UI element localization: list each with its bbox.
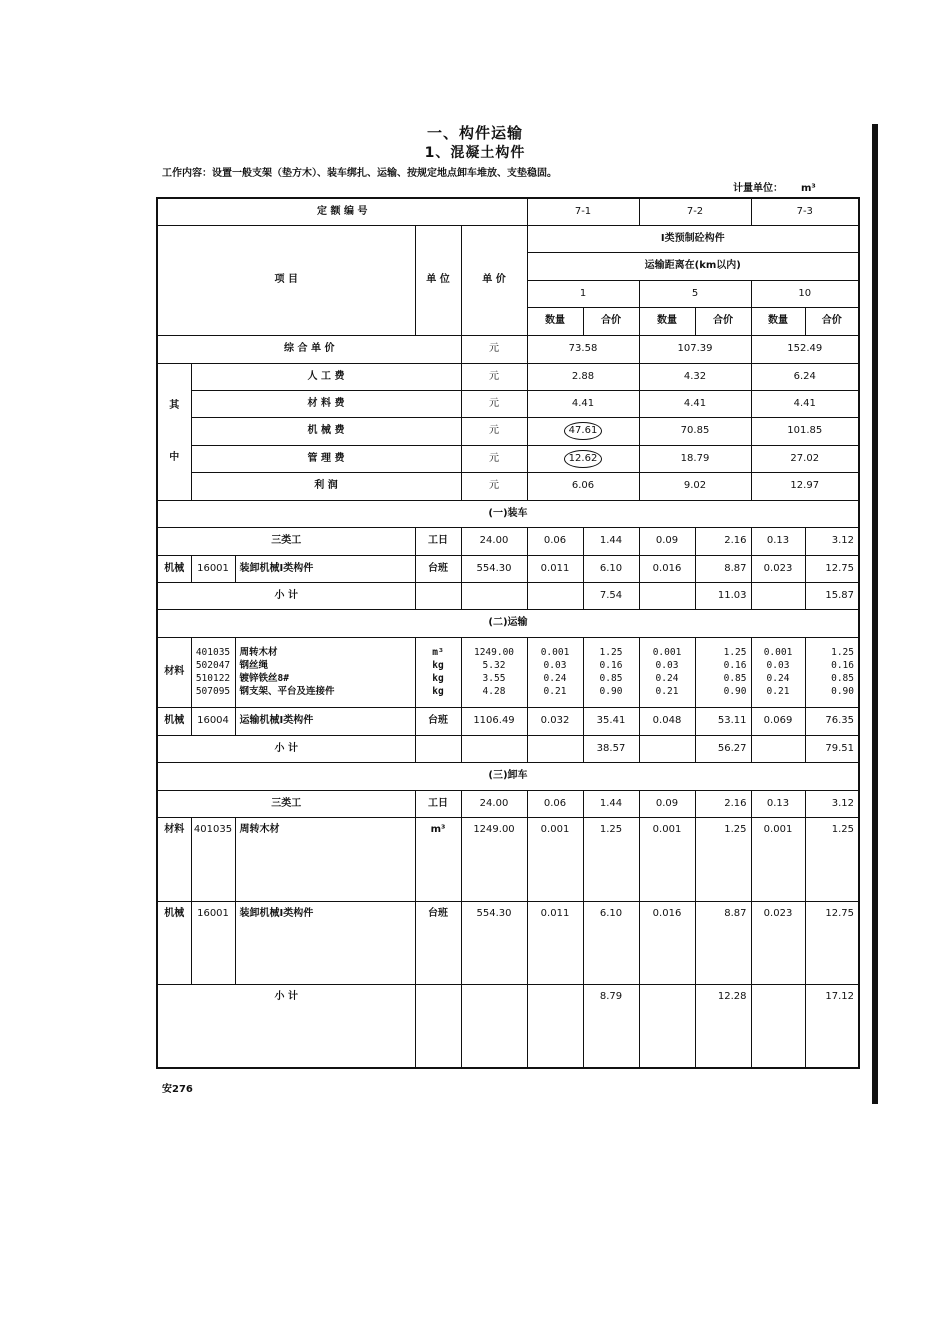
distance-3: 10 xyxy=(751,280,859,307)
subtotal-3: 17.12 xyxy=(805,984,859,1068)
qty-header: 数量 xyxy=(639,307,695,335)
work-content: 工作内容：设置一般支架（垫方木）、装车绑扎、运输、按规定地点卸车堆放、支垫稳固。 xyxy=(162,168,557,179)
qty-header: 数量 xyxy=(527,307,583,335)
measurement-unit xyxy=(733,179,816,194)
empty-cell xyxy=(639,582,695,609)
cell: 1.44 xyxy=(583,527,639,555)
subtotal-3: 15.87 xyxy=(805,582,859,609)
machine-price: 554.30 xyxy=(461,901,527,984)
empty-cell xyxy=(461,735,527,762)
profit-1: 6.06 xyxy=(527,472,639,500)
material-unit: kg xyxy=(432,686,444,697)
material-code: 401035 xyxy=(195,647,231,658)
qty-header: 数量 xyxy=(751,307,805,335)
subtotal-label: 小 计 xyxy=(157,735,415,762)
machine-price: 554.30 xyxy=(461,555,527,582)
labor-cost-label: 人 工 费 xyxy=(191,363,461,390)
material-cost-unit: 元 xyxy=(461,390,527,417)
cell: 0.011 xyxy=(527,555,583,582)
material-name: 周转木材 xyxy=(239,647,278,658)
cell: 2.16 xyxy=(695,790,751,817)
machine-cost-label: 机 械 费 xyxy=(191,417,461,445)
composite-value-3: 152.49 xyxy=(751,335,859,363)
section-unloading: (三)卸车 xyxy=(157,762,859,790)
material-cost-2: 4.41 xyxy=(639,390,751,417)
labor-unit: 工日 xyxy=(415,527,461,555)
machine-cost-2: 70.85 xyxy=(639,417,751,445)
subtotal-3: 79.51 xyxy=(805,735,859,762)
cell: 2.16 xyxy=(695,527,751,555)
material-code: 502047 xyxy=(195,660,231,671)
material-price: 1249.00 xyxy=(461,817,527,901)
cell: 0.09 xyxy=(639,790,695,817)
empty-cell xyxy=(527,984,583,1068)
cell: 35.41 xyxy=(583,707,639,735)
composite-value-2: 107.39 xyxy=(639,335,751,363)
subtotal-header: 合价 xyxy=(695,307,751,335)
material-col-1: 0.001 0.03 0.24 0.21 xyxy=(527,637,583,707)
machine-name: 运输机械Ⅰ类构件 xyxy=(235,707,415,735)
category-material: 材料 xyxy=(157,637,191,707)
profit-3: 12.97 xyxy=(751,472,859,500)
class-header: Ⅰ类预制砼构件 xyxy=(527,225,859,252)
machine-name: 装卸机械Ⅰ类构件 xyxy=(235,555,415,582)
empty-cell xyxy=(461,984,527,1068)
cell: 0.023 xyxy=(751,901,805,984)
scan-edge-bar xyxy=(872,124,878,1104)
profit-unit: 元 xyxy=(461,472,527,500)
material-prices xyxy=(461,637,527,707)
machine-unit: 台班 xyxy=(415,901,461,984)
material-name: 钢支架、平台及连接件 xyxy=(239,686,335,697)
category-material: 材料 xyxy=(157,817,191,901)
composite-label: 综 合 单 价 xyxy=(157,335,461,363)
cell: 0.048 xyxy=(639,707,695,735)
cell: 6.10 xyxy=(583,555,639,582)
profit-2: 9.02 xyxy=(639,472,751,500)
quota-code-1: 7-1 xyxy=(527,198,639,225)
material-unit: kg xyxy=(432,660,444,671)
material-unit: m³ xyxy=(432,647,444,658)
item-header: 项 目 xyxy=(157,225,415,335)
machine-cost-1 xyxy=(527,417,639,445)
management-cost-1 xyxy=(527,445,639,472)
labor-cost-2: 4.32 xyxy=(639,363,751,390)
labor-name: 三类工 xyxy=(157,790,415,817)
subtotal-label: 小 计 xyxy=(157,582,415,609)
handwritten-circle: 47.61 xyxy=(564,422,603,440)
page-number: 安276 xyxy=(162,1084,193,1095)
material-code: 510122 xyxy=(195,673,231,684)
cell: 6.10 xyxy=(583,901,639,984)
page-subtitle: 1、混凝土构件 xyxy=(424,145,526,161)
quota-table xyxy=(156,197,860,1069)
material-code: 507095 xyxy=(195,686,231,697)
empty-cell xyxy=(751,582,805,609)
cell: 0.023 xyxy=(751,555,805,582)
unit-label: 计量单位： xyxy=(733,183,783,194)
machine-name: 装卸机械Ⅰ类构件 xyxy=(235,901,415,984)
material-codes xyxy=(191,637,235,707)
cell: 12.75 xyxy=(805,901,859,984)
material-name: 周转木材 xyxy=(235,817,415,901)
empty-cell xyxy=(415,984,461,1068)
cell: 0.13 xyxy=(751,527,805,555)
material-unit: kg xyxy=(432,673,444,684)
cell: 0.032 xyxy=(527,707,583,735)
material-cost-label: 材 料 费 xyxy=(191,390,461,417)
material-col-2: 1.25 0.16 0.85 0.90 xyxy=(583,637,639,707)
machine-unit: 台班 xyxy=(415,707,461,735)
material-names xyxy=(235,637,415,707)
section-loading: (一)装车 xyxy=(157,500,859,527)
cell: 0.001 xyxy=(751,817,805,901)
material-cost-3: 4.41 xyxy=(751,390,859,417)
section-transport: (二)运输 xyxy=(157,609,859,637)
management-cost-3: 27.02 xyxy=(751,445,859,472)
material-name: 镀锌铁丝8# xyxy=(239,673,289,684)
empty-cell xyxy=(527,735,583,762)
labor-price: 24.00 xyxy=(461,790,527,817)
material-col-3: 0.001 0.03 0.24 0.21 xyxy=(639,637,695,707)
machine-price: 1106.49 xyxy=(461,707,527,735)
empty-cell xyxy=(415,582,461,609)
empty-cell xyxy=(639,984,695,1068)
profit-label: 利 润 xyxy=(191,472,461,500)
subtotal-header: 合价 xyxy=(805,307,859,335)
cell: 8.87 xyxy=(695,555,751,582)
subtotal-1: 7.54 xyxy=(583,582,639,609)
management-cost-label: 管 理 费 xyxy=(191,445,461,472)
cell: 12.75 xyxy=(805,555,859,582)
machine-unit: 台班 xyxy=(415,555,461,582)
material-cost-1: 4.41 xyxy=(527,390,639,417)
quota-code-3: 7-3 xyxy=(751,198,859,225)
material-col-4: 1.25 0.16 0.85 0.90 xyxy=(695,637,751,707)
unit-header: 单 位 xyxy=(415,225,461,335)
cell: 1.25 xyxy=(583,817,639,901)
cell: 0.069 xyxy=(751,707,805,735)
material-price: 3.55 xyxy=(482,673,506,684)
cell: 0.001 xyxy=(527,817,583,901)
empty-cell xyxy=(461,582,527,609)
labor-price: 24.00 xyxy=(461,527,527,555)
material-code: 401035 xyxy=(191,817,235,901)
labor-cost-1: 2.88 xyxy=(527,363,639,390)
labor-unit: 工日 xyxy=(415,790,461,817)
machine-code: 16001 xyxy=(191,555,235,582)
cell: 76.35 xyxy=(805,707,859,735)
empty-cell xyxy=(751,735,805,762)
machine-cost-3: 101.85 xyxy=(751,417,859,445)
empty-cell xyxy=(751,984,805,1068)
cell: 0.13 xyxy=(751,790,805,817)
empty-cell xyxy=(639,735,695,762)
category-machine: 机械 xyxy=(157,707,191,735)
subtotal-2: 12.28 xyxy=(695,984,751,1068)
material-units xyxy=(415,637,461,707)
subtotal-2: 56.27 xyxy=(695,735,751,762)
cell: 0.016 xyxy=(639,555,695,582)
distance-1: 1 xyxy=(527,280,639,307)
labor-cost-3: 6.24 xyxy=(751,363,859,390)
cell: 1.25 xyxy=(695,817,751,901)
machine-code: 16004 xyxy=(191,707,235,735)
of-which-label: 其 中 xyxy=(157,363,191,500)
cell: 0.016 xyxy=(639,901,695,984)
page-title: 一、构件运输 xyxy=(426,124,523,142)
empty-cell xyxy=(415,735,461,762)
cell: 0.001 xyxy=(639,817,695,901)
material-price: 5.32 xyxy=(482,660,506,671)
material-unit: m³ xyxy=(415,817,461,901)
cell: 8.87 xyxy=(695,901,751,984)
subtotal-2: 11.03 xyxy=(695,582,751,609)
cell: 0.011 xyxy=(527,901,583,984)
material-col-5: 0.001 0.03 0.24 0.21 xyxy=(751,637,805,707)
subtotal-header: 合价 xyxy=(583,307,639,335)
machine-cost-unit: 元 xyxy=(461,417,527,445)
labor-cost-unit: 元 xyxy=(461,363,527,390)
subtotal-1: 8.79 xyxy=(583,984,639,1068)
cell: 1.25 xyxy=(805,817,859,901)
cell: 0.06 xyxy=(527,790,583,817)
category-machine: 机械 xyxy=(157,555,191,582)
price-header: 单 价 xyxy=(461,225,527,335)
material-price: 4.28 xyxy=(482,686,506,697)
empty-cell xyxy=(527,582,583,609)
cell: 53.11 xyxy=(695,707,751,735)
subtotal-label: 小 计 xyxy=(157,984,415,1068)
distance-header: 运输距离在(km以内) xyxy=(527,252,859,280)
labor-name: 三类工 xyxy=(157,527,415,555)
material-name: 钢丝绳 xyxy=(239,660,269,671)
subtotal-1: 38.57 xyxy=(583,735,639,762)
cell: 3.12 xyxy=(805,527,859,555)
unit-value: m³ xyxy=(801,183,816,194)
machine-code: 16001 xyxy=(191,901,235,984)
material-col-6: 1.25 0.16 0.85 0.90 xyxy=(805,637,859,707)
cell: 1.44 xyxy=(583,790,639,817)
management-cost-2: 18.79 xyxy=(639,445,751,472)
category-machine: 机械 xyxy=(157,901,191,984)
composite-value-1: 73.58 xyxy=(527,335,639,363)
cell: 3.12 xyxy=(805,790,859,817)
distance-2: 5 xyxy=(639,280,751,307)
cell: 0.06 xyxy=(527,527,583,555)
management-cost-unit: 元 xyxy=(461,445,527,472)
material-price: 1249.00 xyxy=(473,647,515,658)
quota-code-2: 7-2 xyxy=(639,198,751,225)
cell: 0.09 xyxy=(639,527,695,555)
composite-unit: 元 xyxy=(461,335,527,363)
quota-no-label: 定 额 编 号 xyxy=(157,198,527,225)
handwritten-circle: 12.62 xyxy=(564,450,603,468)
